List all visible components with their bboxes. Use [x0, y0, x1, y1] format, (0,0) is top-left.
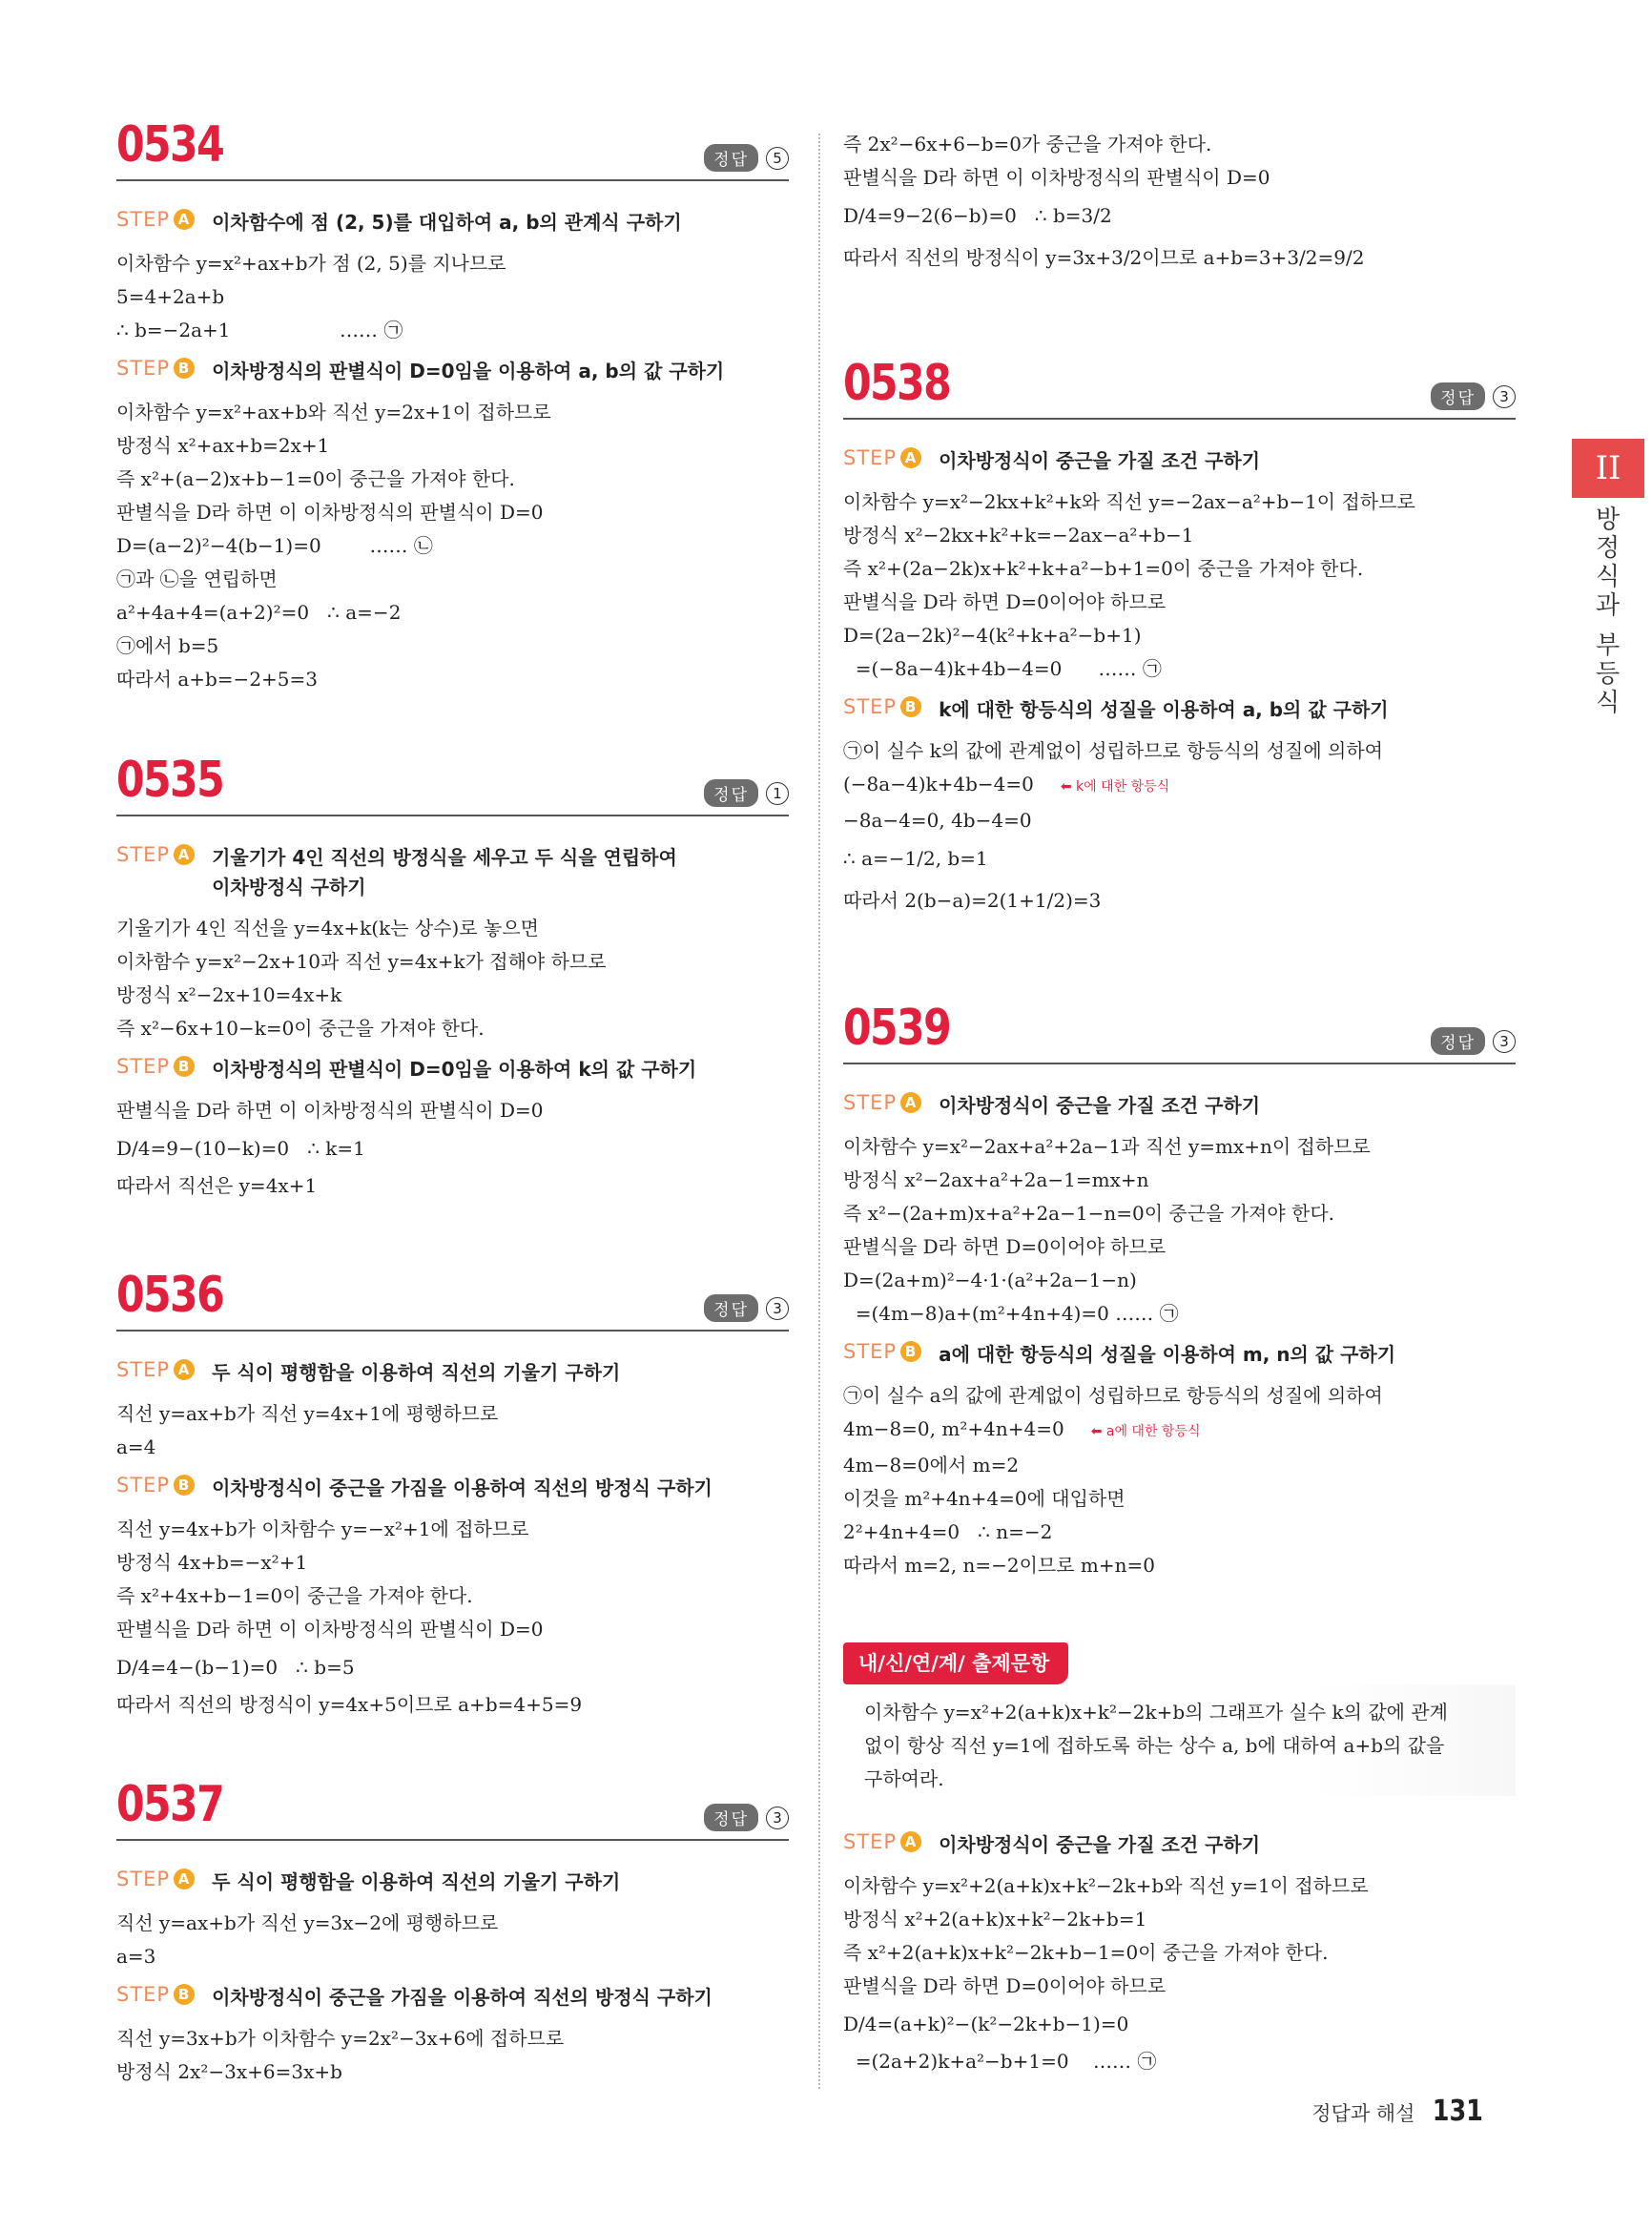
- step-letter: B: [174, 358, 195, 379]
- solution-line: 2²+4n+4=0 ∴ n=−2: [843, 1520, 1053, 1543]
- step-a: [843, 1830, 1516, 1860]
- step-letter: A: [174, 1359, 195, 1380]
- answer: [704, 144, 789, 172]
- solution-line: 따라서 직선의 방정식이 y=4x+5이므로 a+b=4+5=9: [116, 1693, 583, 1716]
- step-letter: A: [174, 844, 195, 865]
- step-label: STEP: [116, 1358, 171, 1381]
- solution-line: ㉠이 실수 k의 값에 관계없이 성립하므로 항등식의 성질에 의하여: [843, 739, 1383, 762]
- solution-line: D=(2a+m)²−4·1·(a²+2a−1−n): [843, 1269, 1137, 1291]
- problem-0538: [843, 353, 1516, 921]
- solution-line: 직선 y=4x+b가 이차함수 y=−x²+1에 접하므로: [116, 1518, 529, 1540]
- solution-line: 따라서 직선의 방정식이 y=3x+3/2이므로 a+b=3+3/2=9/2: [843, 246, 1365, 269]
- solution-line: 판별식을 D라 하면 D=0이어야 하므로: [843, 590, 1167, 613]
- solution-line: D/4=9−(10−k)=0 ∴ k=1: [116, 1137, 365, 1160]
- step-title: 이차함수에 점 (2, 5)를 대입하여 a, b의 관계식 구하기: [212, 211, 682, 234]
- solution-line: 방정식 x²−2kx+k²+k=−2ax−a²+b−1: [843, 524, 1194, 547]
- step-label: STEP: [843, 446, 898, 469]
- solution-line: 방정식 x²+2(a+k)x+k²−2k+b=1: [843, 1908, 1147, 1931]
- step-label: STEP: [116, 1474, 171, 1497]
- solution-line: 따라서 a+b=−2+5=3: [116, 668, 319, 691]
- solution-line: 즉 2x²−6x+6−b=0가 중근을 가져야 한다.: [843, 133, 1212, 155]
- column-divider: [818, 134, 820, 2089]
- solution-line: 즉 x²+2(a+k)x+k²−2k+b−1=0이 중근을 가져야 한다.: [843, 1941, 1329, 1964]
- step-label: STEP: [116, 1983, 171, 2006]
- question-line: 없이 항상 직선 y=1에 접하도록 하는 상수 a, b에 대하여 a+b의 값을: [864, 1734, 1445, 1757]
- step-letter: B: [900, 1341, 921, 1362]
- solution-line: [843, 768, 1516, 804]
- step-title: 이차방정식의 판별식이 D=0임을 이용하여 k의 값 구하기: [212, 1058, 697, 1081]
- solution-line: ㉠과 ㉡을 연립하면: [116, 568, 278, 590]
- answer-value: 1: [766, 782, 789, 805]
- solution-line: ∴ a=−1/2, b=1: [843, 847, 988, 870]
- step-letter: B: [174, 1984, 195, 2005]
- step-a: [116, 208, 789, 237]
- solution-line: 방정식 x²−2ax+a²+2a−1=mx+n: [843, 1168, 1149, 1191]
- step-label: STEP: [116, 843, 171, 866]
- naesin-solution: [843, 1796, 1516, 2078]
- step-letter: A: [174, 1869, 195, 1889]
- solution-line: 직선 y=3x+b가 이차함수 y=2x²−3x+6에 접하므로: [116, 2027, 565, 2050]
- identity-note: ⬅ k에 대한 항등식: [1060, 779, 1170, 795]
- step-b: [116, 357, 789, 386]
- step-title: 이차방정식이 중근을 가질 조건 구하기: [939, 1833, 1261, 1856]
- step-title: 기울기가 4인 직선의 방정식을 세우고 두 식을 연립하여 이차방정식 구하기: [212, 846, 677, 898]
- step-a: [116, 1868, 789, 1897]
- solution-line: 5=4+2a+b: [116, 285, 225, 308]
- step-title: 이차방정식이 중근을 가짐을 이용하여 직선의 방정식 구하기: [212, 1476, 712, 1499]
- step-title: 이차방정식이 중근을 가질 조건 구하기: [939, 449, 1261, 472]
- step-label: STEP: [843, 695, 898, 718]
- identity-note: ⬅ a에 대한 항등식: [1090, 1424, 1201, 1439]
- solution-line: =(4m−8)a+(m²+4n+4)=0 …… ㉠: [843, 1302, 1179, 1325]
- solution-line: ∴ b=−2a+1 …… ㉠: [116, 319, 403, 341]
- solution-line: 즉 x²+(a−2)x+b−1=0이 중근을 가져야 한다.: [116, 467, 515, 490]
- step-letter: B: [174, 1056, 195, 1077]
- answer-value: 5: [766, 147, 789, 170]
- footer-label: 정답과 해설: [1311, 2102, 1415, 2125]
- step-title: 두 식이 평행함을 이용하여 직선의 기울기 구하기: [212, 1361, 621, 1384]
- solution-line: a=3: [116, 1945, 156, 1968]
- step-a: [116, 843, 789, 902]
- step-label: STEP: [843, 1340, 898, 1363]
- answer-badge: 정답: [704, 144, 758, 172]
- step-b: [116, 1983, 789, 2013]
- step-letter: A: [900, 447, 921, 468]
- solution-line: D/4=4−(b−1)=0 ∴ b=5: [116, 1656, 355, 1679]
- step-letter: A: [900, 1831, 921, 1852]
- solution-line: 직선 y=ax+b가 직선 y=3x−2에 평행하므로: [116, 1911, 499, 1934]
- problem-0534: [116, 114, 789, 696]
- answer-badge: 정답: [1431, 382, 1485, 410]
- step-a: [843, 446, 1516, 476]
- solution-line: 방정식 4x+b=−x²+1: [116, 1551, 308, 1574]
- step-letter: A: [900, 1092, 921, 1113]
- step-a: [116, 1358, 789, 1388]
- problem-header: [843, 998, 1516, 1064]
- question-line: 이차함수 y=x²+2(a+k)x+k²−2k+b의 그래프가 실수 k의 값에 관계: [864, 1701, 1448, 1724]
- answer-value: 3: [1493, 385, 1516, 408]
- step-label: STEP: [116, 1055, 171, 1078]
- solution-line: 판별식을 D라 하면 D=0이어야 하므로: [843, 1974, 1167, 1997]
- answer: [704, 779, 789, 807]
- step-label: STEP: [116, 1868, 171, 1890]
- step-label: STEP: [116, 357, 171, 380]
- problem-header: [116, 1265, 789, 1332]
- solution-line: [843, 1413, 1516, 1449]
- solution-line: 판별식을 D라 하면 이 이차방정식의 판별식이 D=0: [116, 1099, 544, 1122]
- page-footer: [1311, 2095, 1488, 2128]
- solution-line: 방정식 x²+ax+b=2x+1: [116, 434, 330, 457]
- solution-line: a²+4a+4=(a+2)²=0 ∴ a=−2: [116, 601, 402, 624]
- solution-line: =(2a+2)k+a²−b+1=0 …… ㉠: [843, 2050, 1157, 2073]
- answer: [1431, 382, 1516, 410]
- problem-header: [116, 750, 789, 816]
- answer: [704, 1294, 789, 1322]
- solution-line: 이차함수 y=x²−2kx+k²+k와 직선 y=−2ax−a²+b−1이 접하므로: [843, 490, 1415, 513]
- naesin-tag: 내/신/연/계/ 출제문항: [843, 1642, 1068, 1684]
- solution-line: 이차함수 y=x²+ax+b와 직선 y=2x+1이 접하므로: [116, 401, 551, 423]
- step-label: STEP: [116, 208, 171, 231]
- solution-line: D/4=(a+k)²−(k²−2k+b−1)=0: [843, 2013, 1129, 2035]
- step-b: [116, 1055, 789, 1084]
- solution-line: 방정식 x²−2x+10=4x+k: [116, 983, 342, 1006]
- step-letter: B: [174, 1475, 195, 1496]
- solution-line: 즉 x²−(2a+m)x+a²+2a−1−n=0이 중근을 가져야 한다.: [843, 1202, 1335, 1225]
- chapter-tab: II: [1572, 439, 1644, 498]
- answer: [1431, 1027, 1516, 1055]
- step-b: [843, 1340, 1516, 1370]
- solution-line: 따라서 m=2, n=−2이므로 m+n=0: [843, 1554, 1156, 1577]
- solution-line: 이차함수 y=x²−2ax+a²+2a−1과 직선 y=mx+n이 접하므로: [843, 1135, 1371, 1158]
- solution-line: 기울기가 4인 직선을 y=4x+k(k는 상수)로 놓으면: [116, 917, 539, 939]
- solution-line: ㉠이 실수 a의 값에 관계없이 성립하므로 항등식의 성질에 의하여: [843, 1384, 1383, 1407]
- solution-line: 판별식을 D라 하면 이 이차방정식의 판별식이 D=0: [843, 166, 1270, 189]
- solution-line: 이차함수 y=x²+ax+b가 점 (2, 5)를 지나므로: [116, 252, 506, 275]
- continued-solution-0537: [843, 128, 1516, 279]
- naesin-question: [843, 1684, 1516, 1796]
- identity-equation: 4m−8=0, m²+4n+4=0: [843, 1417, 1064, 1440]
- solution-line: D/4=9−2(6−b)=0 ∴ b=3/2: [843, 204, 1112, 227]
- solution-line: 따라서 2(b−a)=2(1+1/2)=3: [843, 889, 1102, 912]
- answer-badge: 정답: [1431, 1027, 1485, 1055]
- problem-0537: [116, 1774, 789, 2089]
- step-label: STEP: [843, 1830, 898, 1853]
- page-number: 131: [1433, 2095, 1484, 2128]
- step-b: [116, 1474, 789, 1503]
- solution-line: 판별식을 D라 하면 이 이차방정식의 판별식이 D=0: [116, 1618, 544, 1641]
- solution-line: a=4: [116, 1435, 156, 1458]
- solution-line: D=(a−2)²−4(b−1)=0 …… ㉡: [116, 534, 433, 557]
- solution-line: 판별식을 D라 하면 D=0이어야 하므로: [843, 1235, 1167, 1258]
- problem-header: [116, 1774, 789, 1841]
- step-title: a에 대한 항등식의 성질을 이용하여 m, n의 값 구하기: [939, 1343, 1396, 1366]
- solution-line: 이차함수 y=x²+2(a+k)x+k²−2k+b와 직선 y=1이 접하므로: [843, 1874, 1369, 1897]
- problem-number: 0537: [116, 1776, 224, 1833]
- step-title: 이차방정식이 중근을 가질 조건 구하기: [939, 1094, 1261, 1117]
- step-label: STEP: [843, 1091, 898, 1114]
- step-title: 이차방정식이 중근을 가짐을 이용하여 직선의 방정식 구하기: [212, 1986, 712, 2009]
- solution-line: 이차함수 y=x²−2x+10과 직선 y=4x+k가 접해야 하므로: [116, 950, 607, 973]
- answer: [704, 1804, 789, 1831]
- problem-header: [116, 114, 789, 181]
- identity-equation: (−8a−4)k+4b−4=0: [843, 773, 1034, 795]
- chapter-title: 방정식과 부등식: [1591, 506, 1620, 718]
- solution-line: D=(2a−2k)²−4(k²+k+a²−b+1): [843, 624, 1142, 647]
- solution-line: ㉠에서 b=5: [116, 634, 219, 657]
- step-b: [843, 695, 1516, 725]
- answer-badge: 정답: [704, 1294, 758, 1322]
- solution-line: −8a−4=0, 4b−4=0: [843, 809, 1032, 832]
- problem-0539: [843, 998, 1516, 1582]
- answer-badge: 정답: [704, 779, 758, 807]
- answer-value: 3: [766, 1807, 789, 1829]
- problem-number: 0534: [116, 116, 224, 174]
- step-letter: B: [900, 696, 921, 717]
- step-title: k에 대한 항등식의 성질을 이용하여 a, b의 값 구하기: [939, 698, 1389, 721]
- problem-0536: [116, 1265, 789, 1722]
- problem-header: [843, 353, 1516, 420]
- solution-line: 즉 x²+4x+b−1=0이 중근을 가져야 한다.: [116, 1584, 473, 1607]
- solution-line: 4m−8=0에서 m=2: [843, 1454, 1020, 1476]
- solution-line: 즉 x²+(2a−2k)x+k²+k+a²−b+1=0이 중근을 가져야 한다.: [843, 557, 1364, 580]
- solution-line: 따라서 직선은 y=4x+1: [116, 1174, 318, 1197]
- problem-0535: [116, 750, 789, 1203]
- question-line: 구하여라.: [864, 1767, 944, 1790]
- step-title: 두 식이 평행함을 이용하여 직선의 기울기 구하기: [212, 1870, 621, 1893]
- solution-line: 판별식을 D라 하면 이 이차방정식의 판별식이 D=0: [116, 501, 544, 524]
- answer-value: 3: [1493, 1030, 1516, 1053]
- step-a: [843, 1091, 1516, 1121]
- solution-line: 직선 y=ax+b가 직선 y=4x+1에 평행하므로: [116, 1402, 499, 1425]
- problem-number: 0539: [843, 1000, 951, 1057]
- solution-line: 즉 x²−6x+10−k=0이 중근을 가져야 한다.: [116, 1017, 485, 1040]
- solution-line: 이것을 m²+4n+4=0에 대입하면: [843, 1487, 1125, 1510]
- step-letter: A: [174, 209, 195, 230]
- problem-number: 0535: [116, 752, 224, 809]
- answer-value: 3: [766, 1297, 789, 1320]
- step-title: 이차방정식의 판별식이 D=0임을 이용하여 a, b의 값 구하기: [212, 360, 725, 382]
- problem-number: 0536: [116, 1267, 224, 1324]
- solution-line: 방정식 2x²−3x+6=3x+b: [116, 2060, 342, 2083]
- solution-line: =(−8a−4)k+4b−4=0 …… ㉠: [843, 657, 1162, 680]
- naesin-related-problem: [843, 1642, 1516, 2078]
- problem-number: 0538: [843, 355, 951, 412]
- answer-badge: 정답: [704, 1804, 758, 1831]
